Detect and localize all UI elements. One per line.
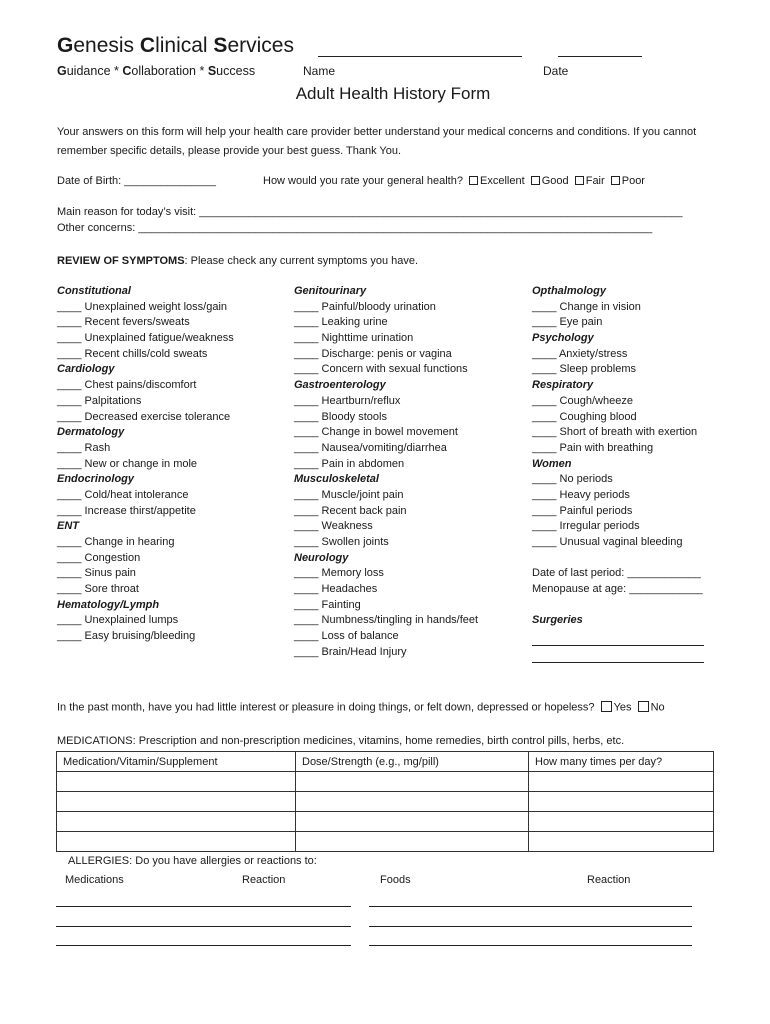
- symptom-item[interactable]: ____ Unexplained lumps: [57, 614, 179, 627]
- symptom-item[interactable]: ____ Bloody stools: [294, 410, 387, 423]
- symptom-item[interactable]: ____ Recent chills/cold sweats: [57, 347, 208, 360]
- name-label: Name: [303, 64, 336, 78]
- table-cell[interactable]: [529, 792, 714, 812]
- symptom-item[interactable]: ____ Anxiety/stress: [532, 347, 628, 360]
- symptom-item[interactable]: ____ Change in bowel movement: [294, 426, 458, 439]
- allergies-heading: ALLERGIES: Do you have allergies or reactions to:: [68, 855, 317, 867]
- good-checkbox[interactable]: [531, 176, 540, 185]
- symptom-item[interactable]: ____ Loss of balance: [294, 630, 399, 643]
- symptom-item[interactable]: ____ Cold/heat intolerance: [57, 488, 189, 501]
- table-row: [57, 832, 714, 852]
- no-checkbox[interactable]: [638, 701, 649, 712]
- category-psychology: Psychology: [532, 332, 594, 345]
- symptom-item[interactable]: ____ Headaches: [294, 583, 378, 596]
- form-title: Adult Health History Form: [295, 84, 491, 103]
- category-dermatology: Dermatology: [57, 426, 125, 439]
- symptom-item[interactable]: ____ Concern with sexual functions: [294, 363, 468, 376]
- symptom-item[interactable]: ____ Rash: [57, 441, 111, 454]
- table-cell[interactable]: [57, 772, 296, 792]
- name-field[interactable]: [318, 56, 522, 57]
- symptom-item[interactable]: ____ Pain in abdomen: [294, 457, 405, 470]
- table-cell[interactable]: [529, 812, 714, 832]
- allergy-label-medications: Medications: [65, 874, 124, 886]
- symptom-item[interactable]: ____ Change in vision: [532, 300, 641, 313]
- allergy-label-reaction: Reaction: [242, 874, 286, 886]
- date-label: Date: [543, 64, 569, 78]
- symptom-item[interactable]: ____ Unexplained weight loss/gain: [57, 300, 228, 313]
- medications-table: [56, 751, 714, 852]
- symptom-item[interactable]: ____ Eye pain: [532, 316, 603, 329]
- symptom-item[interactable]: ____ Discharge: penis or vagina: [294, 347, 452, 360]
- symptom-item[interactable]: ____ Irregular periods: [532, 520, 640, 533]
- symptom-item[interactable]: ____ Recent fevers/sweats: [57, 316, 190, 329]
- allergy-label-foods: Foods: [380, 874, 411, 886]
- symptom-item[interactable]: ____ Fainting: [294, 598, 361, 611]
- table-cell[interactable]: [529, 772, 714, 792]
- symptom-item[interactable]: ____ Memory loss: [294, 567, 384, 580]
- excellent-checkbox[interactable]: [469, 176, 478, 185]
- symptom-item[interactable]: ____ Muscle/joint pain: [294, 488, 404, 501]
- allergy-food-line[interactable]: [369, 906, 692, 907]
- table-cell[interactable]: [57, 812, 296, 832]
- dob-field[interactable]: Date of Birth: _______________: [57, 175, 217, 187]
- symptom-item[interactable]: ____ Decreased exercise tolerance: [57, 410, 231, 423]
- spacer: [532, 551, 703, 567]
- medications-heading: MEDICATIONS: Prescription and non-prescription medicines, vitamins, home remedies, birth control pills, herbs, etc.: [57, 735, 625, 747]
- symptom-item[interactable]: ____ Sleep problems: [532, 363, 636, 376]
- symptom-item[interactable]: ____ Nighttime urination: [294, 332, 414, 345]
- date-field[interactable]: [558, 56, 642, 57]
- table-row: [57, 772, 714, 792]
- table-cell[interactable]: [296, 772, 529, 792]
- category-endocrinology: Endocrinology: [57, 473, 134, 486]
- symptom-item[interactable]: ____ Painful/bloody urination: [294, 300, 436, 313]
- category-opthalmology: Opthalmology: [532, 285, 606, 297]
- symptoms-column-1: [57, 284, 234, 645]
- symptom-item[interactable]: ____ Cough/wheeze: [532, 394, 633, 407]
- symptom-item[interactable]: ____ Chest pains/discomfort: [57, 379, 197, 392]
- table-cell[interactable]: [529, 832, 714, 852]
- table-cell[interactable]: [57, 832, 296, 852]
- category-neurology: Neurology: [294, 551, 349, 564]
- symptom-item[interactable]: ____ No periods: [532, 473, 613, 486]
- category-cardiology: Cardiology: [57, 363, 115, 376]
- intro-text: Your answers on this form will help your health care provider better understand your medical concerns and conditions. If you cannot remember specific details, please provide your best guess. Thank You.: [57, 126, 697, 157]
- column-header: Medication/Vitamin/Supplement: [57, 752, 296, 772]
- table-cell[interactable]: [296, 792, 529, 812]
- column-header: Dose/Strength (e.g., mg/pill): [296, 752, 529, 772]
- symptom-item[interactable]: ____ Recent back pain: [294, 504, 407, 517]
- table-cell[interactable]: [296, 812, 529, 832]
- table-row: [57, 812, 714, 832]
- symptom-item[interactable]: ____ Increase thirst/appetite: [57, 504, 196, 517]
- last-period-field[interactable]: Date of last period: ____________: [532, 567, 701, 580]
- symptom-item[interactable]: ____ Numbness/tingling in hands/feet: [294, 614, 479, 627]
- general-health-question: How would you rate your general health? Excellent Good Fair Poor: [263, 175, 645, 187]
- org-name: Genesis Clinical Services: [57, 34, 294, 57]
- symptom-item[interactable]: ____ Painful periods: [532, 504, 633, 517]
- surgeries-line-2[interactable]: [532, 662, 704, 663]
- category-constitutional: Constitutional: [57, 285, 131, 297]
- review-heading: REVIEW OF SYMPTOMS: Please check any current symptoms you have.: [57, 255, 419, 267]
- symptom-item[interactable]: ____ Leaking urine: [294, 316, 388, 329]
- symptom-item[interactable]: ____ Brain/Head Injury: [294, 645, 407, 658]
- symptom-item[interactable]: ____ New or change in mole: [57, 457, 198, 470]
- symptom-item[interactable]: ____ Heavy periods: [532, 488, 630, 501]
- symptoms-column-3: [532, 284, 703, 629]
- allergy-food-line[interactable]: [369, 945, 692, 946]
- category-genitourinary: Genitourinary: [294, 285, 367, 297]
- category-hematology: Hematology/Lymph: [57, 598, 160, 611]
- symptom-item[interactable]: ____ Swollen joints: [294, 536, 389, 548]
- org-tagline: Guidance * Collaboration * Success: [57, 64, 256, 78]
- symptom-item[interactable]: ____ Easy bruising/bleeding: [57, 630, 196, 643]
- table-header-row: [57, 752, 714, 772]
- menopause-field[interactable]: Menopause at age: ____________: [532, 583, 703, 596]
- table-cell[interactable]: [296, 832, 529, 852]
- symptom-item[interactable]: ____ Congestion: [57, 551, 141, 564]
- symptom-item[interactable]: ____ Heartburn/reflux: [294, 394, 401, 407]
- main-reason-field[interactable]: Main reason for today’s visit: _______________________________________________________________________________: [57, 206, 683, 218]
- category-respiratory: Respiratory: [532, 379, 594, 392]
- allergy-medication-line[interactable]: [56, 906, 351, 907]
- yes-checkbox[interactable]: [601, 701, 612, 712]
- symptom-item[interactable]: ____ Nausea/vomiting/diarrhea: [294, 441, 447, 454]
- allergy-medication-line[interactable]: [56, 926, 351, 927]
- other-concerns-field[interactable]: Other concerns: ____________________________________________________________________________________: [57, 222, 653, 234]
- category-surgeries: Surgeries: [532, 614, 583, 627]
- symptom-item[interactable]: ____ Unusual vaginal bleeding: [532, 536, 683, 548]
- symptom-item[interactable]: ____ Sore throat: [57, 583, 139, 596]
- symptom-item[interactable]: ____ Weakness: [294, 520, 373, 533]
- poor-checkbox[interactable]: [611, 176, 620, 185]
- allergy-label-reaction: Reaction: [587, 874, 631, 886]
- fair-checkbox[interactable]: [575, 176, 584, 185]
- depression-question: In the past month, have you had little interest or pleasure in doing things, or felt down, depressed or hopeless? Yes No: [57, 701, 665, 714]
- category-women: Women: [532, 457, 572, 470]
- category-ent: ENT: [57, 520, 79, 533]
- symptoms-column-2: [294, 284, 478, 661]
- symptom-item[interactable]: ____ Change in hearing: [57, 536, 175, 548]
- symptom-item[interactable]: ____ Coughing blood: [532, 410, 637, 423]
- category-musculoskeletal: Musculoskeletal: [294, 473, 379, 486]
- allergy-medication-line[interactable]: [56, 945, 351, 946]
- symptom-item[interactable]: ____ Sinus pain: [57, 567, 136, 580]
- category-gastroenterology: Gastroenterology: [294, 379, 386, 392]
- table-cell[interactable]: [57, 792, 296, 812]
- symptom-item[interactable]: ____ Palpitations: [57, 394, 142, 407]
- surgeries-line-1[interactable]: [532, 645, 704, 646]
- symptom-item[interactable]: ____ Pain with breathing: [532, 441, 654, 454]
- allergy-food-line[interactable]: [369, 926, 692, 927]
- symptom-item[interactable]: ____ Short of breath with exertion: [532, 426, 698, 439]
- column-header: How many times per day?: [529, 752, 714, 772]
- spacer: [532, 598, 703, 614]
- table-row: [57, 792, 714, 812]
- symptom-item[interactable]: ____ Unexplained fatigue/weakness: [57, 332, 234, 345]
